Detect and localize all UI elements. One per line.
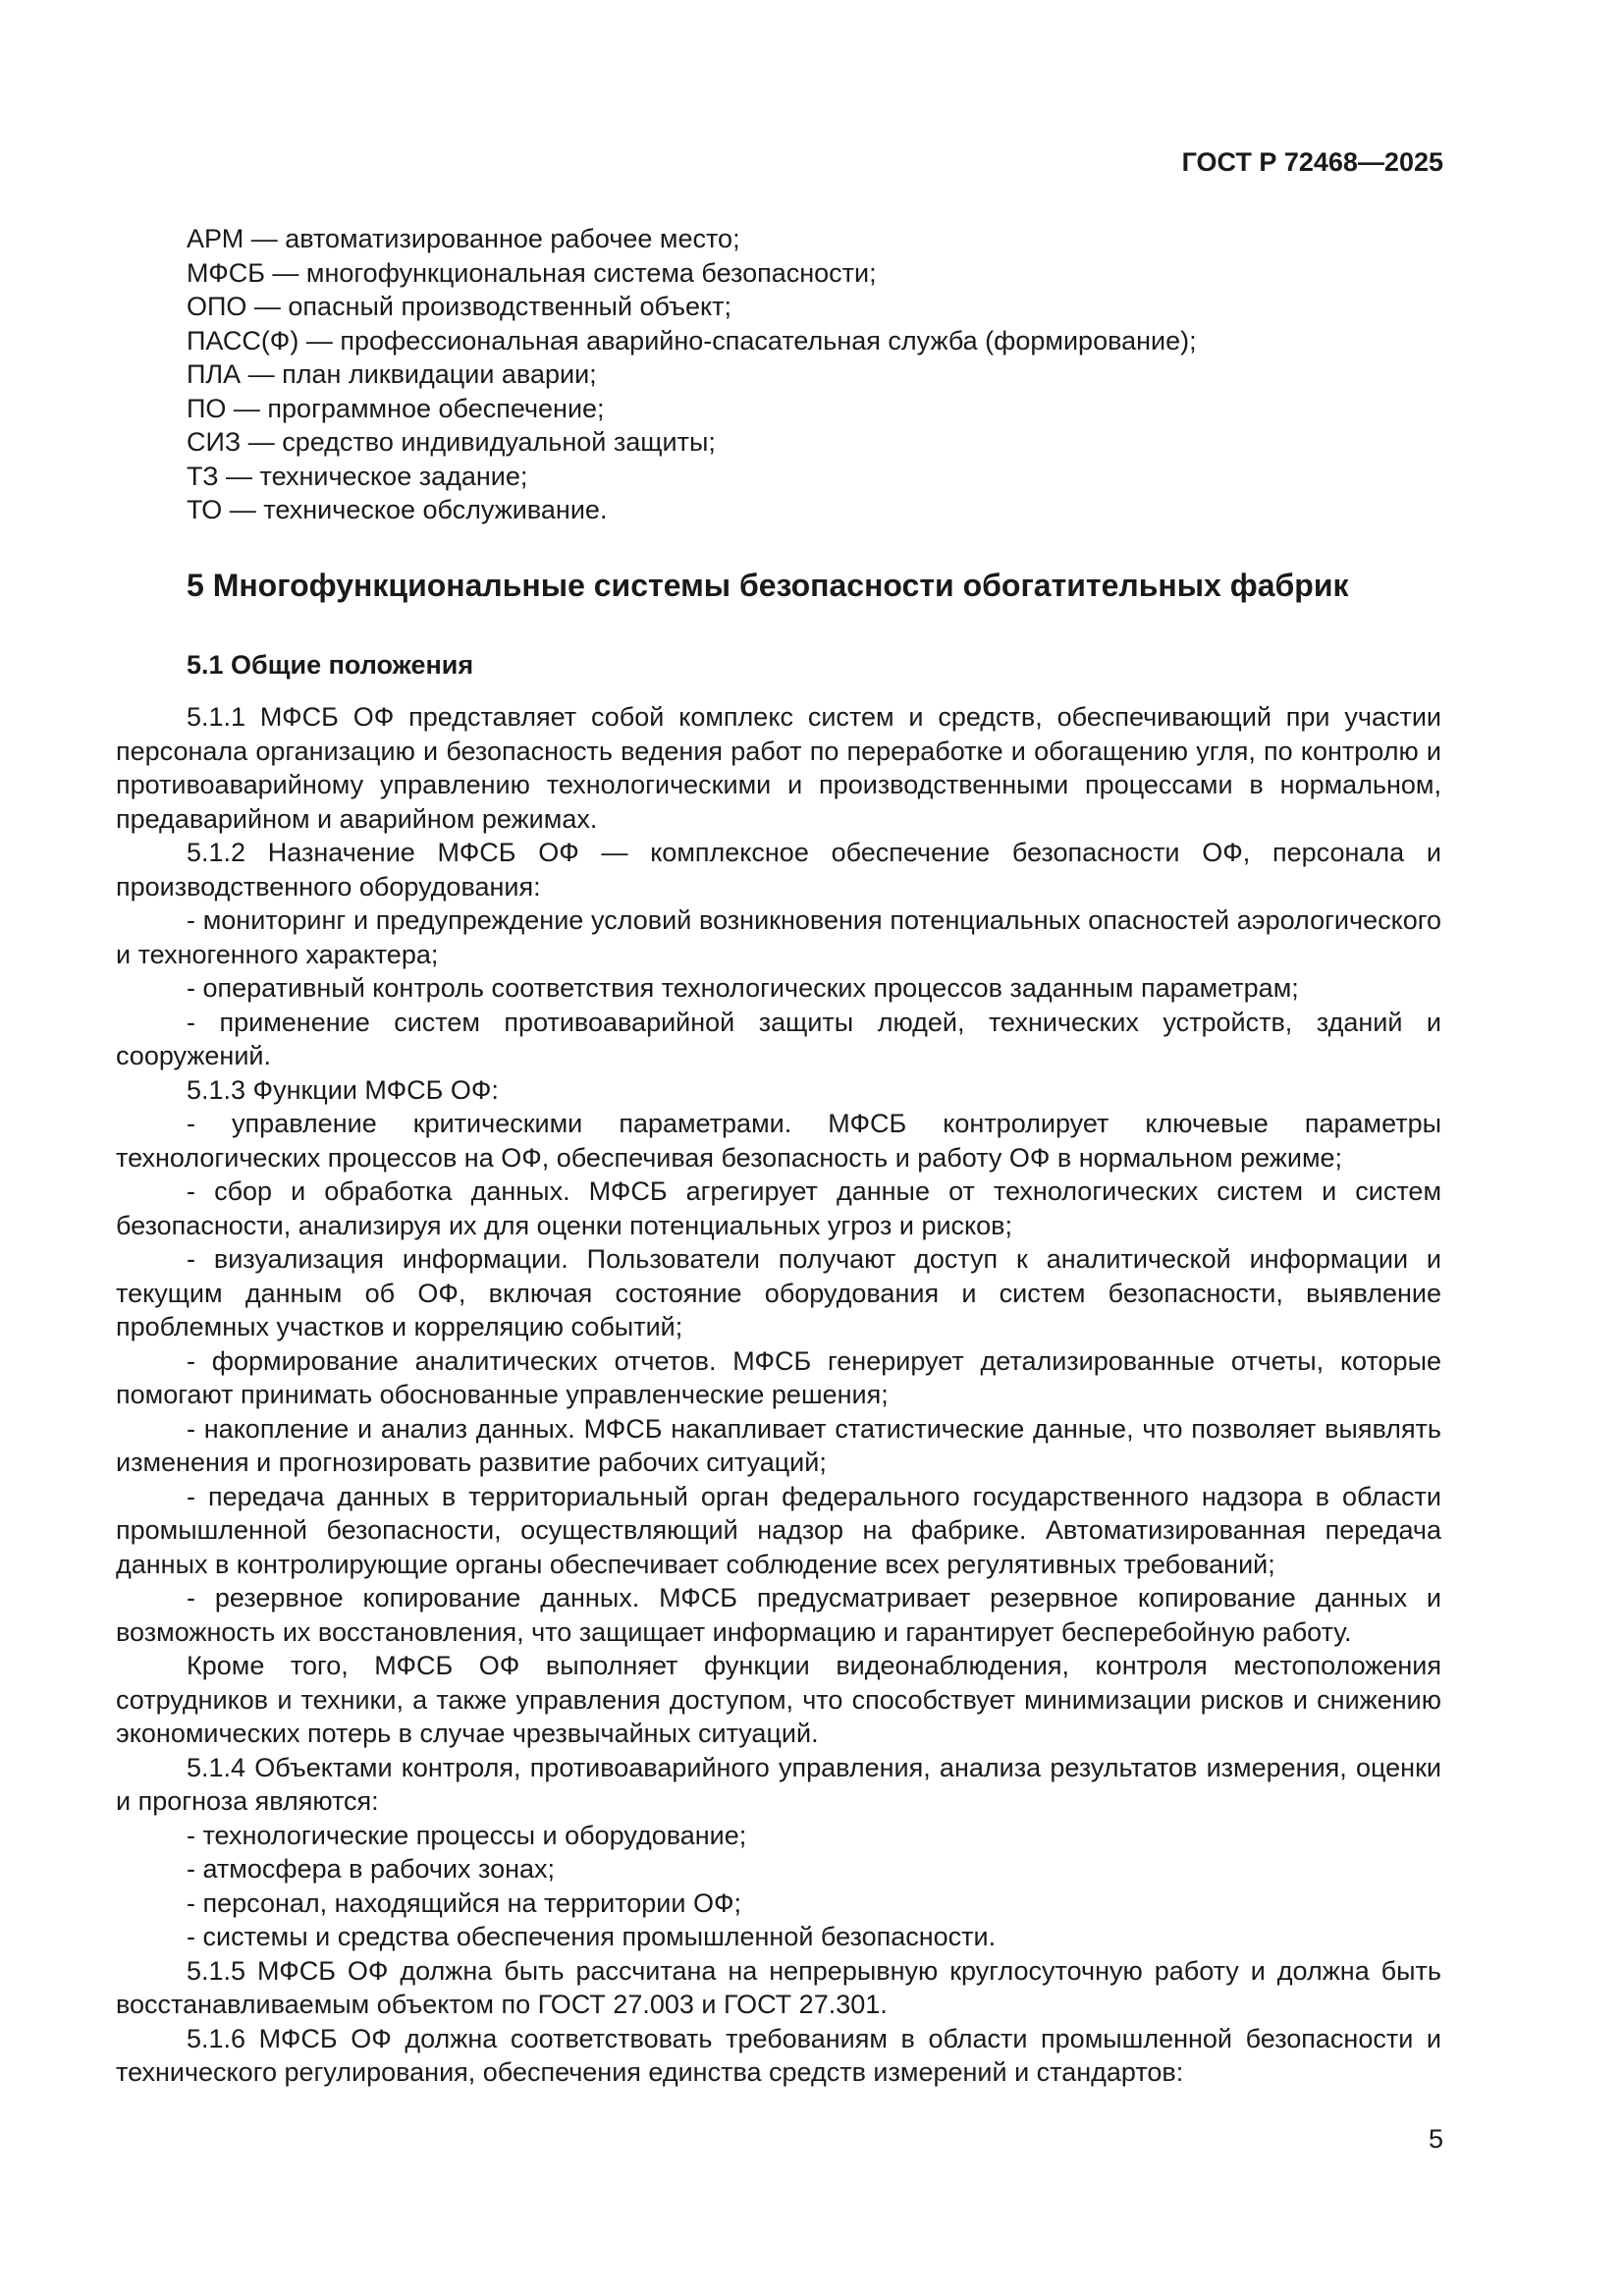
abbreviation-item: СИЗ — средство индивидуальной защиты; [187,427,716,457]
abbreviation-item: ТЗ — техническое задание; [187,461,528,491]
abbreviation-item: МФСБ — многофункциональная система безопасности; [187,257,877,288]
list-item: - применение систем противоаварийной защиты людей, технических устройств, зданий и сооружений. [116,1007,1441,1070]
abbreviation-item: ПЛА — план ликвидации аварии; [187,359,597,389]
paragraph: 5.1.1 МФСБ ОФ представляет собой комплекс систем и средств, обеспечивающий при участии персонала организацию и безопасность ведения работ по переработке и обогащению угля, по контролю и противоаварийному управлению технологическими и производственными процессами в нормальном, предаварийном и аварийном режимах. [116,702,1441,834]
list-item: - атмосфера в рабочих зонах; [187,1854,556,1884]
document-header: ГОСТ Р 72468—2025 [1181,147,1443,177]
list-item: - системы и средства обеспечения промышленной безопасности. [187,1922,997,1951]
subsection-title: 5.1 Общие положения [187,650,474,680]
list-item: - управление критическими параметрами. МФСБ контролирует ключевые параметры технологических процессов на ОФ, обеспечивая безопасность и работу ОФ в нормальном режиме; [116,1109,1441,1173]
section-title: 5 Многофункциональные системы безопасности обогатительных фабрик [187,568,1349,603]
paragraph: Кроме того, МФСБ ОФ выполняет функции видеонаблюдения, контроля местоположения сотрудников и техники, а также управления доступом, что способствует минимизации рисков и снижению экономических потерь в случае чрезвычайных ситуаций. [116,1651,1441,1748]
abbreviation-item: ТО — техническое обслуживание. [187,495,608,524]
paragraph: 5.1.2 Назначение МФСБ ОФ — комплексное обеспечение безопасности ОФ, персонала и производственного оборудования: [116,838,1441,902]
paragraph: 5.1.5 МФСБ ОФ должна быть рассчитана на непрерывную круглосуточную работу и должна быть восстанавливаемым объектом по ГОСТ 27.003 и ГОСТ 27.301. [116,1955,1441,2019]
list-item: - визуализация информации. Пользователи получают доступ к аналитической информации и текущим данным об ОФ, включая состояние оборудования и систем безопасности, выявление проблемных участков и корреляцию событий; [116,1244,1441,1341]
body-text [116,700,1441,2090]
paragraph: 5.1.3 Функции МФСБ ОФ: [187,1074,499,1105]
list-item: - технологические процессы и оборудование; [187,1820,747,1850]
abbreviations-list [187,222,1197,527]
list-item: - мониторинг и предупреждение условий возникновения потенциальных опасностей аэрологического и техногенного характера; [116,905,1441,969]
list-item: - накопление и анализ данных. МФСБ накапливает статистические данные, что позволяет выявлять изменения и прогнозировать развитие рабочих ситуаций; [116,1413,1441,1477]
abbreviation-item: АРМ — автоматизированное рабочее место; [187,224,740,253]
paragraph: 5.1.6 МФСБ ОФ должна соответствовать требованиям в области промышленной безопасности и технического регулирования, обеспечения единства средств измерений и стандартов: [116,2023,1441,2087]
list-item: - формирование аналитических отчетов. МФСБ генерирует детализированные отчеты, которые помогают принимать обоснованные управленческие решения; [116,1345,1441,1409]
abbreviation-item: ПО — программное обеспечение; [187,393,605,423]
list-item: - сбор и обработка данных. МФСБ агрегирует данные от технологических систем и систем безопасности, анализируя их для оценки потенциальных угроз и рисков; [116,1176,1441,1240]
list-item: - передача данных в территориальный орган федерального государственного надзора в области промышленной безопасности, осуществляющий надзор на фабрике. Автоматизированная передача данных в контролирующие органы обеспечивает соблюдение всех регулятивных требований; [116,1481,1441,1579]
abbreviation-item: ПАСС(Ф) — профессиональная аварийно-спасательная служба (формирование); [187,325,1197,355]
list-item: - резервное копирование данных. МФСБ предусматривает резервное копирование данных и возможность их восстановления, что защищает информацию и гарантирует бесперебойную работу. [116,1583,1441,1647]
abbreviation-item: ОПО — опасный производственный объект; [187,292,731,321]
paragraph: 5.1.4 Объектами контроля, противоаварийного управления, анализа результатов измерения, оценки и прогноза являются: [116,1752,1441,1816]
page-number: 5 [1428,2124,1443,2154]
list-item: - персонал, находящийся на территории ОФ; [187,1887,741,1918]
list-item: - оперативный контроль соответствия технологических процессов заданным параметрам; [187,973,1299,1003]
